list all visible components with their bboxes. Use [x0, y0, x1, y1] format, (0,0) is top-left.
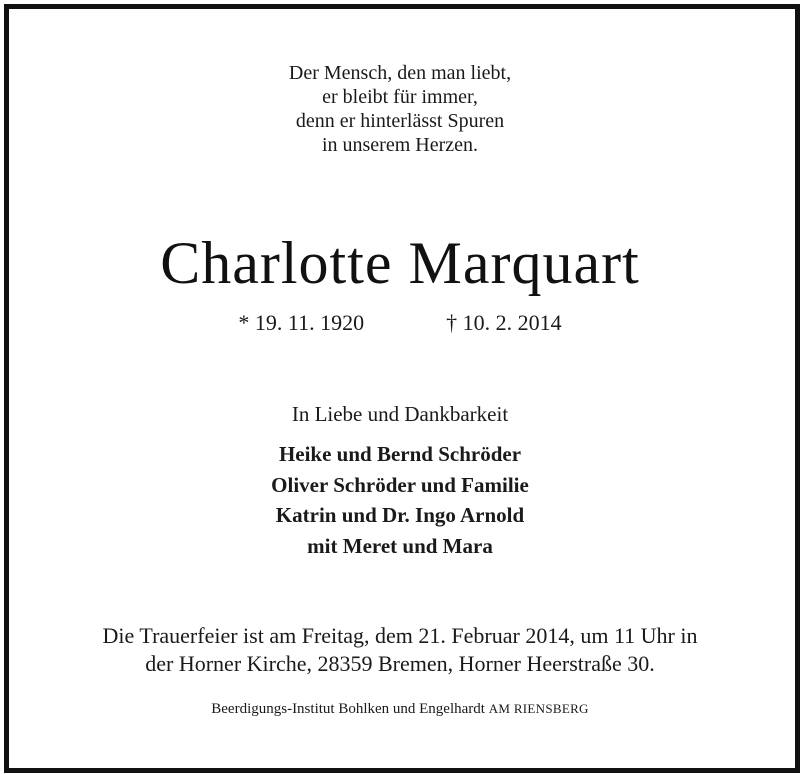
poem-line: Der Mensch, den man liebt, [288, 62, 512, 84]
mourners-intro: In Liebe und Dankbarkeit [291, 402, 509, 426]
mourners-list [0, 439, 800, 561]
poem-line: in unserem Herzen. [321, 134, 479, 156]
service-line: Die Trauerfeier ist am Freitag, dem 21. Februar 2014, um 11 Uhr in [102, 623, 698, 648]
life-dates [0, 309, 800, 337]
mourner-line: mit Meret und Mara [307, 533, 493, 558]
mourner-line: Katrin und Dr. Ingo Arnold [275, 503, 525, 527]
mourner-line: Heike und Bernd Schröder [278, 442, 522, 466]
funeral-home-location: AM RIENSBERG [488, 701, 589, 716]
funeral-home-name: Beerdigungs-Institut Bohlken und Engelhardt [211, 701, 485, 717]
poem-line: er bleibt für immer, [322, 86, 478, 108]
death-date: † 10. 2. 2014 [446, 310, 562, 335]
birth-date: * 19. 11. 1920 [238, 310, 365, 335]
poem-line: denn er hinterlässt Spuren [295, 110, 505, 132]
deceased-name: Charlotte Marquart [160, 230, 640, 296]
funeral-home [0, 700, 800, 718]
service-line: der Horner Kirche, 28359 Bremen, Horner Heerstraße 30. [145, 651, 655, 676]
funeral-service-info [0, 622, 800, 678]
mourner-line: Oliver Schröder und Familie [271, 472, 529, 497]
memorial-poem [0, 61, 800, 157]
